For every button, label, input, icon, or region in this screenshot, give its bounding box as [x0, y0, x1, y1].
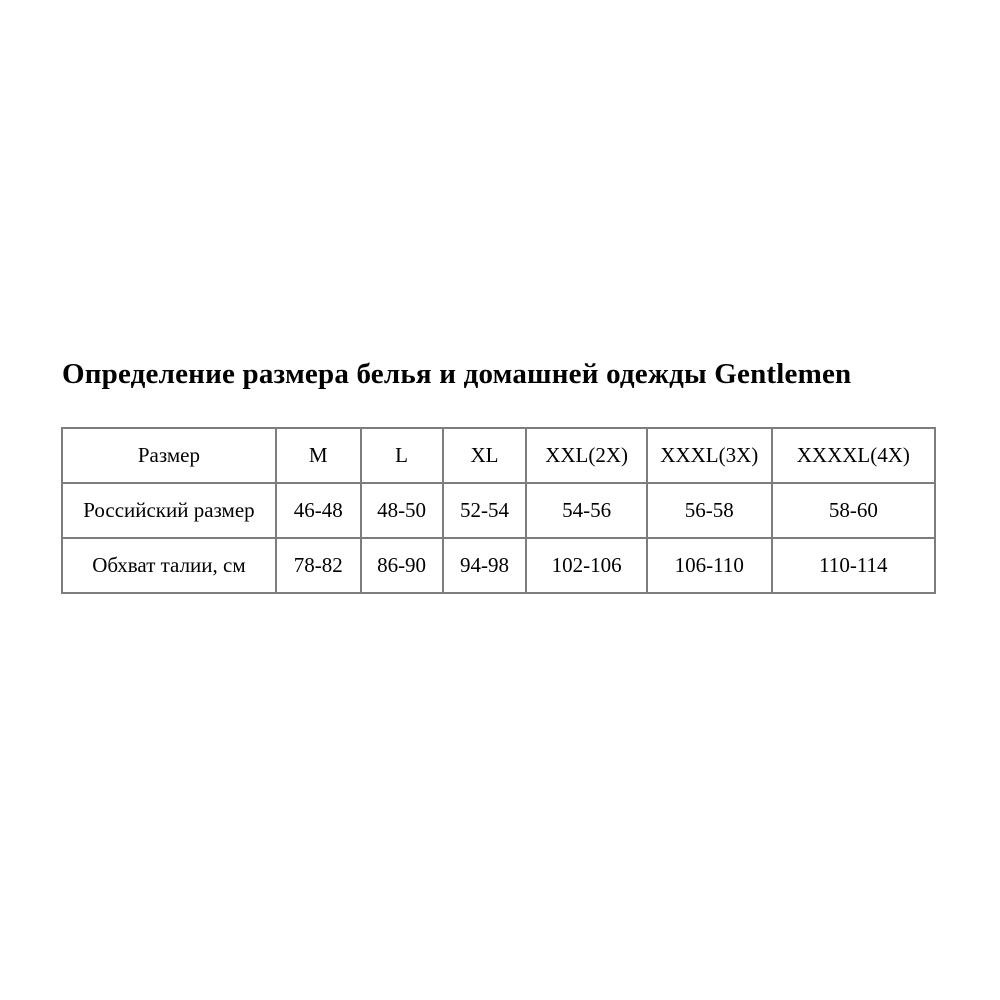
table-row-russian-size [62, 483, 935, 538]
size-chart-table [61, 427, 936, 594]
header-cell-xxxl: XXXL(3X) [647, 428, 772, 483]
cell-value: 52-54 [443, 483, 527, 538]
cell-value: 86-90 [361, 538, 443, 593]
header-cell-m: M [276, 428, 361, 483]
cell-value: 94-98 [443, 538, 527, 593]
header-cell-xl: XL [443, 428, 527, 483]
cell-value: 56-58 [647, 483, 772, 538]
table-header-row [62, 428, 935, 483]
header-cell-l: L [361, 428, 443, 483]
header-cell-xxxxl: XXXXL(4X) [772, 428, 935, 483]
table-row-waist [62, 538, 935, 593]
cell-value: 48-50 [361, 483, 443, 538]
row-label: Обхват талии, см [62, 538, 276, 593]
cell-value: 106-110 [647, 538, 772, 593]
row-label: Российский размер [62, 483, 276, 538]
cell-value: 58-60 [772, 483, 935, 538]
header-cell-xxl: XXL(2X) [526, 428, 646, 483]
cell-value: 46-48 [276, 483, 361, 538]
cell-value: 78-82 [276, 538, 361, 593]
page-title: Определение размера белья и домашней одежды Gentlemen [62, 358, 852, 390]
cell-value: 54-56 [526, 483, 646, 538]
cell-value: 102-106 [526, 538, 646, 593]
header-cell-size: Размер [62, 428, 276, 483]
cell-value: 110-114 [772, 538, 935, 593]
